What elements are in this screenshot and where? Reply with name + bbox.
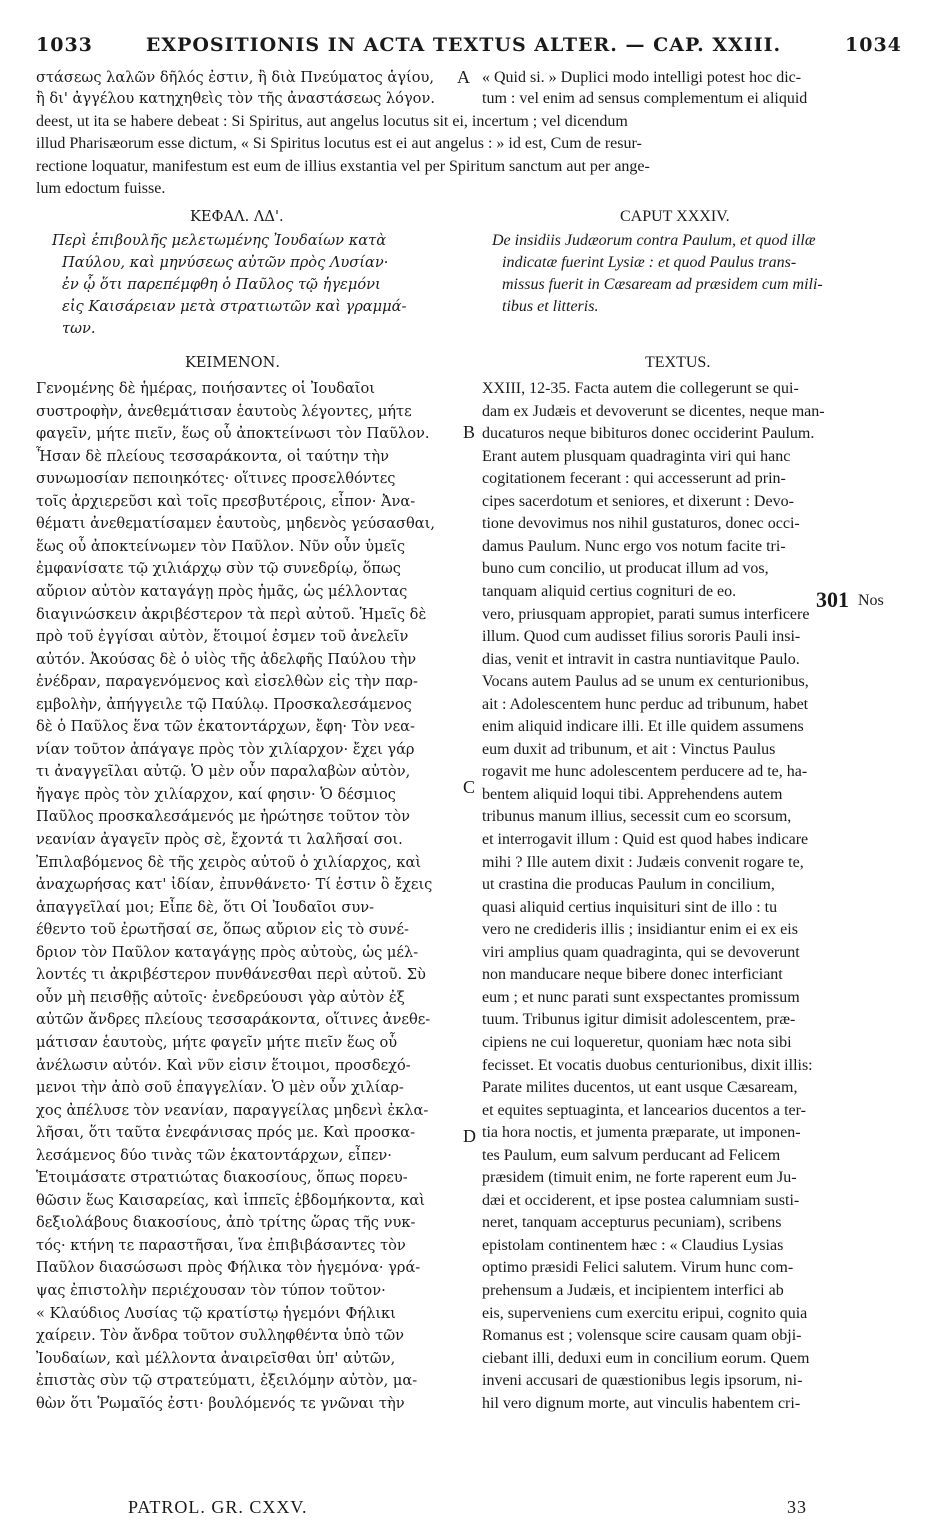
latin-body-line: prehensum a Judæis, et incipientem interfici ab bbox=[482, 1282, 784, 1299]
latin-body-line: bentem aliquid loqui tibi. Apprehendens autem bbox=[482, 785, 783, 803]
latin-body-line: tribunus manum illius, secessit cum eo scorsum, bbox=[482, 808, 792, 826]
page-number-right: 1034 bbox=[845, 34, 902, 56]
commentary-line: illud Pharisæorum esse dictum, « Si Spiritus locutus est ei aut angelus : » id est, Cum de resur- bbox=[36, 135, 642, 152]
greek-body-line: λεσάμενος δύο τινὰς τῶν ἑκατοντάρχων, εἶπεν· bbox=[36, 1146, 392, 1164]
latin-body-line: hil vero dignum morte, aut vinculis habentem cri- bbox=[482, 1394, 801, 1412]
top-latin-line: tum : vel enim ad sensus complementum ei aliquid bbox=[482, 90, 808, 107]
latin-body-line: epistolam continentem hæc : « Claudius Lysias bbox=[482, 1236, 784, 1254]
latin-body-line: præsidem (timuit enim, ne forte raperent eum Ju- bbox=[482, 1169, 797, 1187]
greek-body-line: πρὸ τοῦ ἐγγίσαι αὐτὸν, ἕτοιμοί ἐσμεν τοῦ ἀνελεῖν bbox=[36, 628, 409, 646]
greek-body-line: χος ἀπέλυσε τὸν νεανίαν, παραγγείλας μηδενὶ ἐκλα- bbox=[36, 1101, 429, 1119]
latin-body-line: et interrogavit illum : Quid est quod habes indicare bbox=[482, 831, 809, 848]
greek-body-line: διαγινώσκειν ἀκριβέστερον τὰ περὶ αὐτοῦ. Ἡμεῖς δὲ bbox=[36, 605, 427, 623]
greek-summary-line: Περὶ ἐπιβουλῆς μελετωμένης Ἰουδαίων κατὰ bbox=[52, 232, 387, 249]
latin-body-line: Parate milites ducentos, ut eant usque Cæsaream, bbox=[482, 1079, 798, 1097]
column-number-marker: 301 bbox=[816, 587, 849, 612]
greek-body-line: δὲ ὁ Παῦλος ἕνα τῶν ἑκατοντάρχων, ἔφη· Τὸν νεα- bbox=[36, 718, 415, 736]
greek-body-line: ἐπιστὰς σὺν τῷ στρατεύματι, ἐξειλόμην αὐτὸν, μα- bbox=[36, 1372, 418, 1390]
greek-body-line: φαγεῖν, μήτε πιεῖν, ἕως οὗ ἀποκτείνωσι τὸν Παῦλον. bbox=[36, 425, 430, 443]
greek-body-line: Ἦσαν δὲ πλείους τεσσαράκοντα, οἱ ταύτην τὴν bbox=[36, 447, 389, 465]
latin-body-line: tanquam aliquid certius cognituri de eo. bbox=[482, 582, 737, 600]
latin-body-line: dam ex Judæis et devoverunt se dicentes, neque man- bbox=[482, 402, 825, 420]
greek-body-line: χαίρειν. Τὸν ἄνδρα τοῦτον συλληφθέντα ὑπὸ τῶν bbox=[36, 1327, 404, 1345]
latin-body-line: vero, priusquam appropiet, parati sumus interficere bbox=[482, 605, 810, 623]
greek-body-line: ἐμφανίσατε τῷ χιλιάρχῳ σὺν τῷ συνεδρίῳ, ὅπως bbox=[36, 560, 401, 578]
latin-body-line: inveni accusari de quæstionibus legis ipsorum, ni- bbox=[482, 1372, 803, 1390]
greek-body-line: ἤγαγε πρὸς τὸν χιλίαρχον, καί φησιν· Ὁ δέσμιος bbox=[36, 785, 396, 803]
greek-body-line: μάτισαν ἑαυτοὺς, μήτε φαγεῖν μήτε πιεῖν ἕως οὗ bbox=[36, 1033, 398, 1051]
greek-body-line: ἀναχωρήσας κατ' ἰδίαν, ἐπυνθάνετο· Τί ἐστιν ὃ ἔχεις bbox=[36, 876, 433, 894]
top-greek-line: στάσεως λαλῶν δῆλός ἐστιν, ἢ διὰ Πνεύματος ἁγίου, bbox=[36, 69, 435, 86]
greek-body-line: « Κλαύδιος Λυσίας τῷ κρατίστῳ ἡγεμόνι Φήλικι bbox=[36, 1304, 396, 1322]
latin-body-line-continuation: Nos bbox=[858, 592, 884, 609]
greek-body-line: δριον τὸν Παῦλον καταγάγῃς πρὸς αὐτοὺς, ὡς μέλ- bbox=[36, 943, 419, 961]
latin-body-line: cipiens ne cui loqueretur, quoniam hæc nota sibi bbox=[482, 1033, 792, 1051]
top-latin-line: « Quid si. » Duplici modo intelligi potest hoc dic- bbox=[482, 69, 802, 86]
greek-body-line: εμβολὴν, ἀπήγγειλε τῷ Παύλῳ. Προσκαλεσάμενος bbox=[36, 695, 412, 713]
latin-body-line: Vocans autem Paulus ad se unum ex centurionibus, bbox=[482, 673, 809, 691]
greek-body-line: Ἐπιλαβόμενος δὲ τῆς χειρὸς αὐτοῦ ὁ χιλίαρχος, καὶ bbox=[36, 853, 422, 871]
latin-body-line: Erant autem plusquam quadraginta viri qui hanc bbox=[482, 447, 791, 465]
latin-body-line: viri amplius quam quadraginta, qui se devoverunt bbox=[482, 943, 800, 961]
greek-body-line: λῆσαι, ὅτι ταῦτα ἐνεφάνισας πρός με. Καὶ προσκα- bbox=[36, 1124, 415, 1142]
latin-body-line: fecisset. Et vocatis duobus centurionibus, dixit illis: bbox=[482, 1056, 813, 1074]
greek-chapter-heading: ΚΕΦΑΛ. ΛΔ'. bbox=[190, 208, 284, 225]
latin-summary-line: missus fuerit in Cæsaream ad præsidem cum mili- bbox=[502, 276, 823, 293]
greek-body-line: Γενομένης δὲ ἡμέρας, ποιήσαντες οἱ Ἰουδαῖοι bbox=[36, 380, 376, 397]
greek-body-line: τοῖς ἀρχιερεῦσι καὶ τοῖς πρεσβυτέροις, εἶπον· Ἀνα- bbox=[36, 492, 416, 510]
greek-body-line: τι ἀναγγεῖλαι αὐτῷ. Ὁ μὲν οὖν παραλαβὼν αὐτὸν, bbox=[36, 763, 411, 781]
margin-letter-b: B bbox=[463, 422, 476, 442]
latin-text-heading: TEXTUS. bbox=[645, 354, 711, 371]
greek-summary-line: ἐν ᾧ ὅτι παρεπέμφθη ὁ Παῦλος τῷ ἡγεμόνι bbox=[62, 276, 381, 293]
latin-body-line: ut crastina die producas Paulum in concilium, bbox=[482, 876, 775, 894]
latin-body-line: ciebant illi, deduxi eum in concilium eorum. Quem bbox=[482, 1349, 810, 1367]
greek-body-line: τός· κτήνη τε παραστῆσαι, ἵνα ἐπιβιβάσαντες τὸν bbox=[36, 1236, 406, 1254]
latin-body-line: eum ; et nunc parati sunt exspectantes promissum bbox=[482, 988, 800, 1006]
greek-body-line: ψας ἐπιστολὴν περιέχουσαν τὸν τύπον τοῦτον· bbox=[36, 1282, 386, 1299]
greek-body-line: ἀνέλωσιν αὐτόν. Καὶ νῦν εἰσιν ἕτοιμοι, προσδεχό- bbox=[36, 1056, 411, 1074]
greek-body-line: Παῦλον διασώσωσι πρὸς Φήλικα τὸν ἡγεμόνα· γρά- bbox=[36, 1259, 421, 1277]
greek-body-line: οὖν μὴ πεισθῇς αὐτοῖς· ἐνεδρεύουσι γὰρ αὐτὸν ἐξ bbox=[36, 988, 405, 1006]
greek-body-line: θῶσιν ἕως Καισαρείας, καὶ ἱππεῖς ἑβδομήκοντα, καὶ bbox=[36, 1191, 425, 1209]
footer-signature: 33 bbox=[787, 1497, 807, 1517]
latin-body-line: non manducare neque bibere donec interficiant bbox=[482, 966, 783, 984]
latin-body-line: quasi aliquid certius inquisituri sint de illo : tu bbox=[482, 898, 778, 916]
greek-body-line: αὐτῶν ἄνδρες πλείους τεσσαράκοντα, οἵτινες ἀνεθε- bbox=[36, 1011, 431, 1029]
greek-body-line: δεξιολάβους διακοσίους, ἀπὸ τρίτης ὥρας τῆς νυκ- bbox=[36, 1214, 416, 1232]
latin-body-line: cipes sacerdotum et seniores, et dixerunt : Devo- bbox=[482, 492, 794, 510]
greek-body-line: ἐνέδραν, παραγενόμενος καὶ εἰσελθὼν εἰς τὴν παρ- bbox=[36, 673, 418, 691]
latin-body-line: cogitationem fecerant : qui accesserunt ad prin- bbox=[482, 470, 786, 488]
latin-body-line: et equites septuaginta, et lancearios ducentos a ter- bbox=[482, 1101, 806, 1119]
greek-body-line: νεανίαν ἀγαγεῖν πρὸς σὲ, ἔχοντά τι λαλῆσαί σοι. bbox=[36, 831, 403, 848]
greek-body-line: αὐτόν. Ἀκούσας δὲ ὁ υἱὸς τῆς ἀδελφῆς Παύλου τὴν bbox=[36, 650, 417, 668]
greek-body-line: Ἑτοιμάσατε στρατιώτας διακοσίους, ὅπως πορευ- bbox=[36, 1169, 408, 1187]
commentary-line: deest, ut ita se habere debeat : Si Spiritus, aut angelus locutus sit ei, incertum ; vel dicendum bbox=[36, 113, 628, 130]
greek-body-line: μενοι τὴν ἀπὸ σοῦ ἐπαγγελίαν. Ὁ μὲν οὖν χιλίαρ- bbox=[36, 1079, 404, 1097]
greek-body-line: θὼν ὅτι Ῥωμαῖός ἐστι· βουλόμενός τε γνῶναι τὴν bbox=[36, 1394, 405, 1412]
latin-body-line: neret, tanquam accepturus pecuniam), scribens bbox=[482, 1214, 782, 1232]
greek-body-line: ἀπαγγεῖλαί μοι; Εἶπε δὲ, ὅτι Οἱ Ἰουδαῖοι συν- bbox=[36, 898, 375, 916]
latin-body-line: rogavit me hunc adolescentem perducere ad te, ha- bbox=[482, 763, 808, 781]
latin-body-line: damus Paulum. Nunc ergo vos notum facite tri- bbox=[482, 537, 786, 555]
greek-body-line: νίαν τοῦτον ἀπάγαγε πρὸς τὸν χιλίαρχον· ἔχει γάρ bbox=[36, 740, 415, 758]
greek-summary-line: των. bbox=[62, 320, 96, 337]
latin-summary-line: tibus et litteris. bbox=[502, 298, 599, 315]
commentary-line: lum edoctum fuisse. bbox=[36, 180, 166, 197]
page-number-left: 1033 bbox=[36, 34, 93, 56]
latin-body-line: dæi et occiderent, et ipse postea calumniam susti- bbox=[482, 1191, 800, 1209]
top-greek-line: ἢ δι' ἀγγέλου κατηχηθεὶς τὸν τῆς ἀναστάσεως λόγον. bbox=[36, 90, 435, 107]
greek-body-line: θέματι ἀνεθεματίσαμεν ἑαυτοὺς, μηδενὸς γεύσασθαι, bbox=[36, 515, 435, 533]
latin-body-line: enim aliquid indicare illi. Et ille quidem assumens bbox=[482, 718, 804, 736]
margin-letter-c: C bbox=[463, 777, 476, 797]
latin-body-line: mihi ? Ille autem dixit : Judæis convenit rogare te, bbox=[482, 853, 804, 871]
latin-body-line: tuum. Tribunus igitur dimisit adolescentem, præ- bbox=[482, 1011, 796, 1029]
latin-body-line: tia hora noctis, et jumenta præparate, ut imponen- bbox=[482, 1124, 801, 1142]
greek-body-line: Παῦλος προσκαλεσάμενός με ἠρώτησε τοῦτον τὸν bbox=[36, 808, 411, 826]
greek-body-line: συνωμοσίαν πεποιηκότες· οἵτινες προσελθόντες bbox=[36, 470, 396, 488]
latin-body-line: ait : Adolescentem hunc perduc ad tribunum, habet bbox=[482, 695, 809, 713]
greek-summary-line: Παύλου, καὶ μηνύσεως αὐτῶν πρὸς Λυσίαν· bbox=[62, 254, 389, 271]
greek-summary-line: εἰς Καισάρειαν μετὰ στρατιωτῶν καὶ γραμμά- bbox=[62, 298, 407, 315]
footer-series: PATROL. GR. CXXV. bbox=[128, 1497, 308, 1517]
latin-chapter-heading: CAPUT XXXIV. bbox=[620, 208, 730, 225]
greek-body-line: λοντές τι ἀκριβέστερον πυνθάνεσθαι περὶ αὐτοῦ. Σὺ bbox=[36, 966, 426, 984]
greek-body-line: Ἰουδαίων, καὶ μέλλοντα ἀναιρεῖσθαι ὑπ' αὐτῶν, bbox=[36, 1349, 396, 1367]
latin-body-line: XXIII, 12-35. Facta autem die collegerunt se qui- bbox=[482, 380, 799, 397]
latin-summary-line: indicatæ fuerint Lysiæ : et quod Paulus trans- bbox=[502, 254, 797, 271]
greek-body-line: συστροφὴν, ἀνεθεμάτισαν ἑαυτοὺς λέγοντες, μήτε bbox=[36, 402, 412, 420]
greek-body-line: αὔριον αὐτὸν καταγάγῃ πρὸς ἡμᾶς, ὡς μέλλοντας bbox=[36, 582, 408, 600]
commentary-line: rectione loquatur, manifestum est eum de illius exstantia vel per Spiritum sanctum aut per ange- bbox=[36, 158, 650, 175]
margin-letter-a: A bbox=[457, 67, 470, 87]
running-title: EXPOSITIONIS IN ACTA TEXTUS ALTER. — CAP. XXIII. bbox=[145, 34, 782, 56]
latin-body-line: Romanus est ; volensque scire causam quam obji- bbox=[482, 1327, 802, 1345]
greek-body-line: έθεντο τοῦ ἐρωτῆσαί σε, ὅπως αὔριον εἰς τὸ συνέ- bbox=[36, 921, 409, 939]
latin-body-line: tes Paulum, eum salvum perducant ad Felicem bbox=[482, 1146, 781, 1164]
latin-body-line: buno cum concilio, ut producat illum ad vos, bbox=[482, 560, 769, 578]
latin-body-line: ducaturos neque bibituros donec occiderint Paulum. bbox=[482, 425, 815, 443]
greek-body-line: ἕως οὗ ἀποκτείνωμεν τὸν Παῦλον. Νῦν οὖν ὑμεῖς bbox=[36, 537, 406, 555]
latin-body-line: optimo præsidi Felici salutem. Virum hunc com- bbox=[482, 1259, 794, 1277]
greek-text-heading: ΚΕΙΜΕΝΟΝ. bbox=[185, 354, 281, 371]
latin-summary-line: De insidiis Judæorum contra Paulum, et quod illæ bbox=[492, 232, 816, 249]
latin-body-line: vero ne credideris illis ; insidiantur enim ei ex eis bbox=[482, 921, 798, 939]
latin-body-line: eis, superveniens cum exercitu eripui, cognito quia bbox=[482, 1304, 808, 1322]
latin-body-line: illum. Quod cum audisset filius sororis Pauli insi- bbox=[482, 628, 801, 646]
latin-body-line: eum duxit ad tribunum, et ait : Vinctus Paulus bbox=[482, 740, 776, 758]
latin-body-line: dias, venit et intravit in castra nuntiavitque Paulo. bbox=[482, 650, 800, 668]
latin-body-line: tione devovimus nos nihil gustaturos, donec occi- bbox=[482, 515, 800, 533]
margin-letter-d: D bbox=[463, 1126, 476, 1146]
